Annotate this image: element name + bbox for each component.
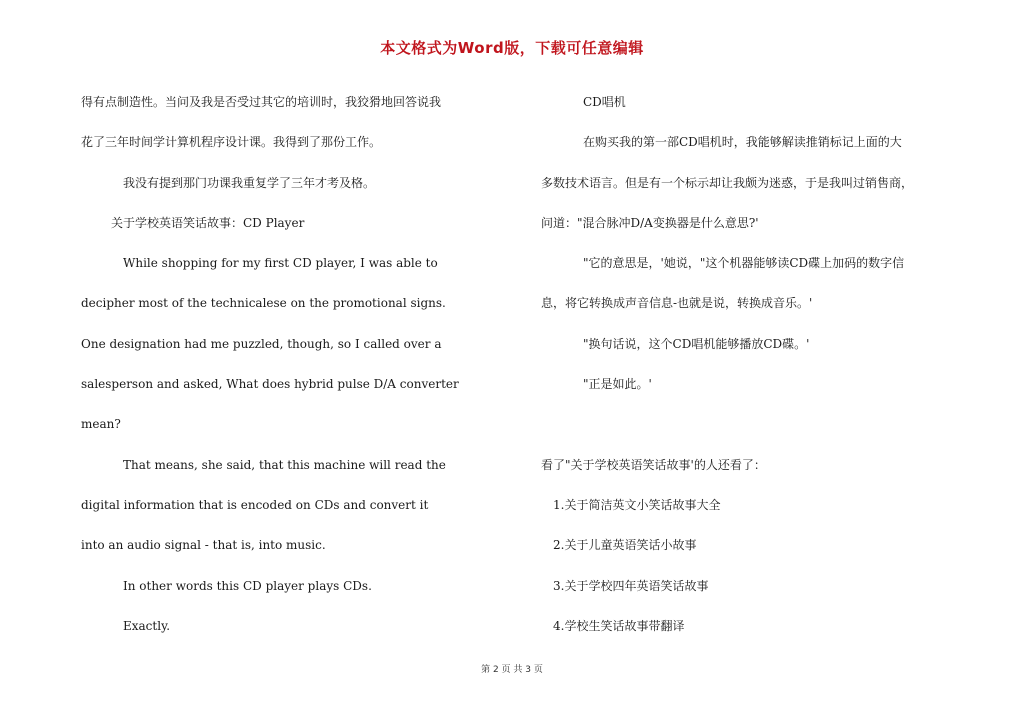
text-line: 问道："混合脉冲D/A变换器是什么意思?'	[541, 215, 759, 230]
text-line: decipher most of the technicalese on the promotional signs.	[81, 296, 446, 311]
text-line: salesperson and asked, What does hybrid pulse D/A converter	[81, 377, 459, 392]
text-line: 多数技术语言。但是有一个标示却让我颇为迷惑，于是我叫过销售商，	[541, 175, 914, 190]
text-line: In other words this CD player plays CDs.	[123, 578, 372, 593]
word-format-banner: 本文格式为Word版，下载可任意编辑	[380, 39, 644, 57]
text-line: 花了三年时间学计算机程序设计课。我得到了那份工作。	[81, 135, 382, 150]
text-line: Exactly.	[123, 618, 171, 633]
page-number: 第 2 页 共 3 页	[481, 665, 543, 675]
text-line: That means, she said, that this machine will read the	[123, 457, 446, 472]
text-line: 我没有提到那门功课我重复学了三年才考及格。	[123, 175, 376, 190]
right-column	[541, 82, 981, 646]
text-line: One designation had me puzzled, though, so I called over a	[81, 336, 442, 351]
text-line: into an audio signal - that is, into music.	[81, 538, 326, 553]
paragraph-gap	[541, 404, 981, 444]
text-line: "正是如此。'	[583, 377, 652, 392]
text-line: While shopping for my first CD player, I was able to	[123, 256, 438, 271]
text-line: "它的意思是，'她说，"这个机器能够读CD碟上加码的数字信	[583, 256, 905, 271]
related-link[interactable]: 3.关于学校四年英语笑话故事	[553, 578, 709, 593]
related-link[interactable]: 1.关于简洁英文小笑话故事大全	[553, 497, 721, 512]
text-line: 息，将它转换成声音信息-也就是说，转换成音乐。'	[541, 296, 813, 311]
text-line: 得有点制造性。当问及我是否受过其它的培训时，我狡猾地回答说我	[81, 95, 442, 109]
text-line: "换句话说，这个CD唱机能够播放CD碟。'	[583, 336, 810, 351]
text-line: digital information that is encoded on CDs and convert it	[81, 497, 429, 512]
related-link[interactable]: 4.学校生笑话故事带翻译	[553, 618, 685, 633]
related-link[interactable]: 2.关于儿童英语笑话小故事	[553, 538, 697, 553]
related-heading: 看了"关于学校英语笑话故事'的人还看了：	[541, 457, 766, 472]
text-line: mean?	[81, 417, 121, 432]
section-heading: CD唱机	[583, 95, 626, 109]
left-column	[81, 82, 501, 646]
section-heading: 关于学校英语笑话故事：CD Player	[111, 215, 305, 230]
text-line: 在购买我的第一部CD唱机时，我能够解读推销标记上面的大	[583, 135, 902, 150]
